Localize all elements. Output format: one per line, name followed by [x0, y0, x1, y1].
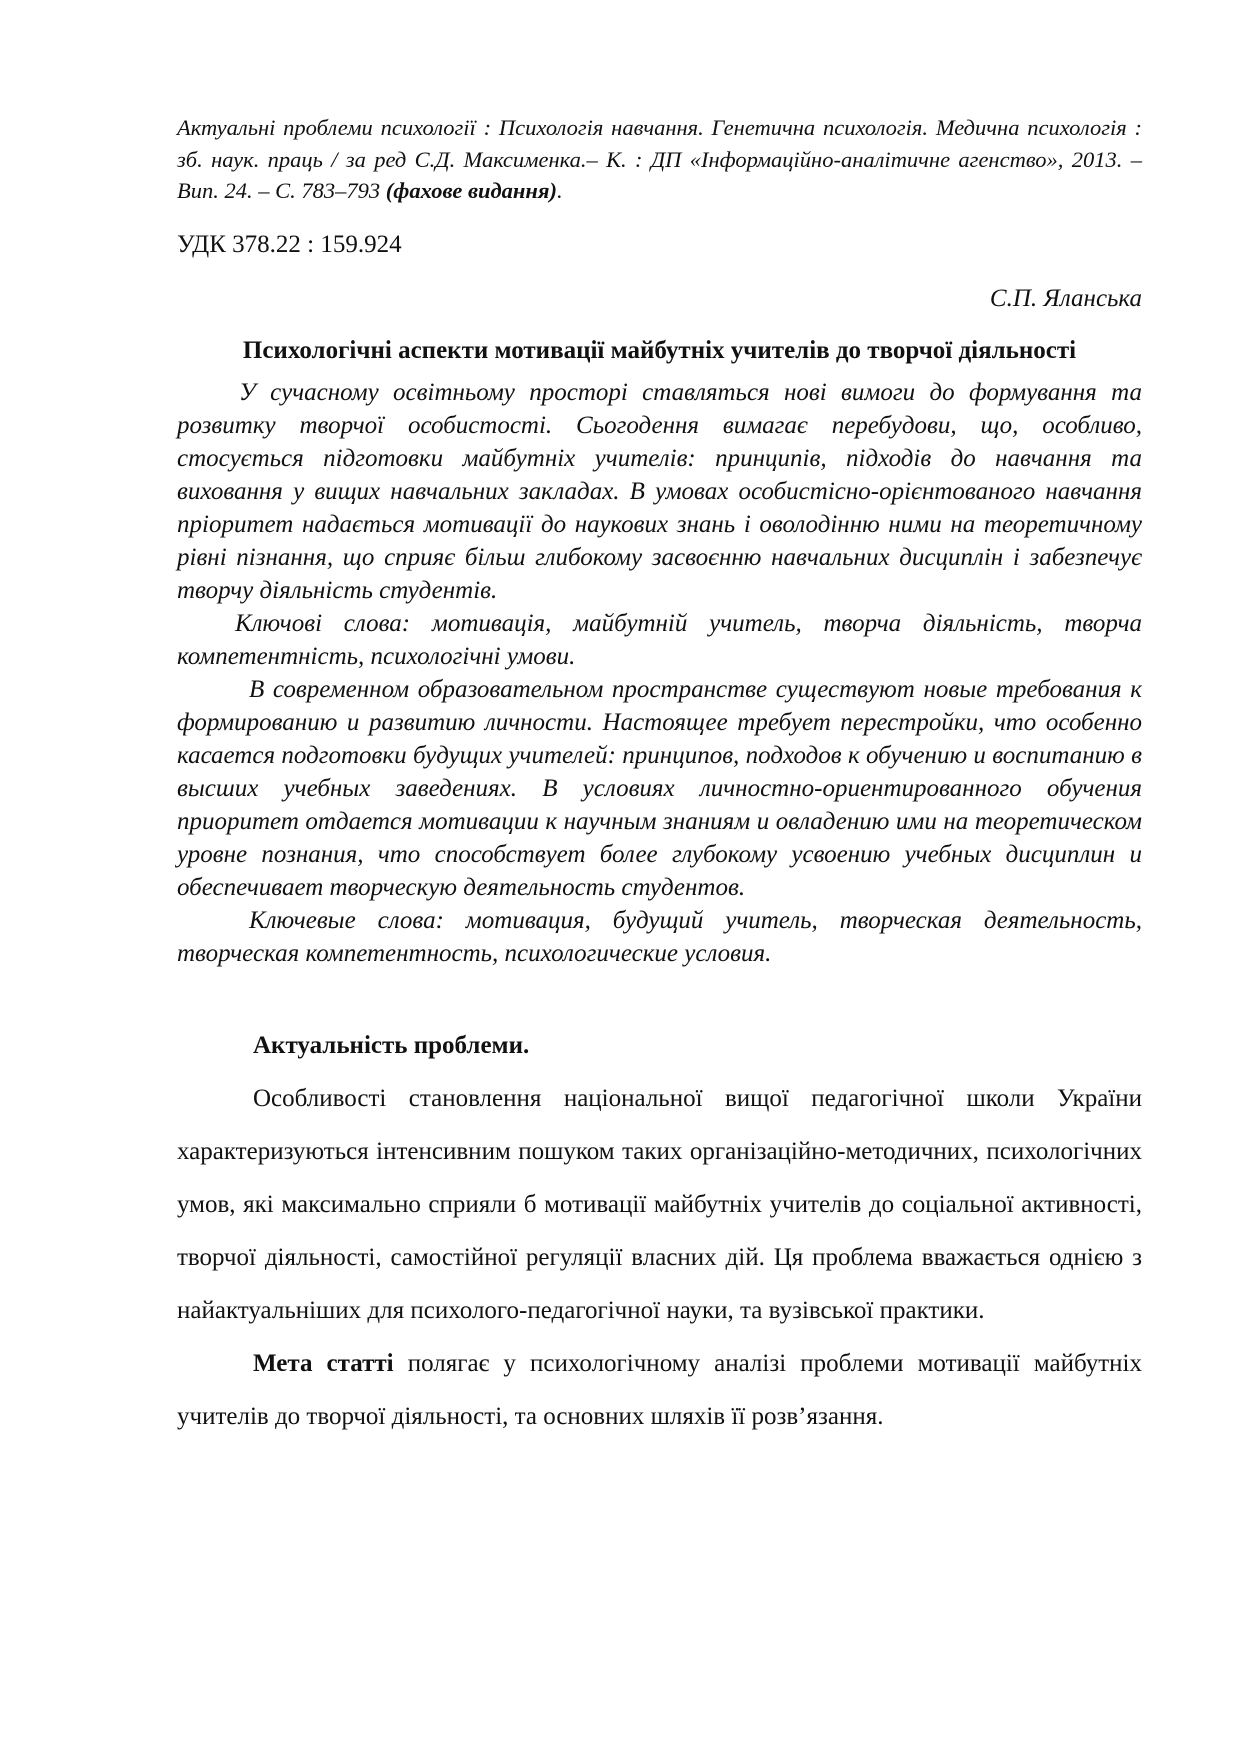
document-page [177, 112, 1142, 1443]
abstract-uk: У сучасному освітньому просторі ставляться нові вимоги до формування та розвитку творчої особистості. Сьогодення вимагає перебудови, що, особливо, стосується підготовки майбутніх учителів: принципів, підходів до навчання та виховання у вищих навчальних закладах. В умовах особистісно-орієнтованого навчання пріоритет надається мотивації до наукових знань і оволодінню ними на теоретичному рівні пізнання, що сприяє більш глибокому засвоєнню навчальних дисциплін і забезпечує творчу діяльність студентів. [177, 378, 1142, 604]
aim-label: Мета статті [253, 1349, 394, 1377]
author-name: С.П. Яланська [989, 284, 1142, 312]
paper-title: Психологічні аспекти мотивації майбутніх учителів до творчої діяльності [242, 336, 1077, 364]
section-heading: Актуальність проблеми. [253, 1031, 530, 1059]
body-paragraph: Особливості становлення національної вищої педагогічної школи України характеризуються інтенсивним пошуком таких організаційно-методичних, психологічних умов, які максимально сприяли б мотивації майбутніх учителів до соціальної активності, творчої діяльності, самостійної регуляції власних дій. Ця проблема вважається однією з найактуальніших для психолого-педагогічної науки, та вузівської практики. [177, 1084, 1142, 1324]
citation-end: . [557, 178, 563, 203]
citation-bold: (фахове видання) [385, 178, 557, 203]
citation [177, 112, 1142, 207]
keywords-ru: Ключевые слова: мотивация, будущий учитель, творческая деятельность, творческая компетентность, психологические условия. [177, 906, 1142, 967]
citation-text: Актуальні проблеми психології : Психологія навчання. Генетична психологія. Медична психологія : зб. наук. праць / за ред С.Д. Максименка.– К. : ДП «Інформаційно-аналітичне агенство», 2013. – Вип. 24. – С. 783–793 [177, 115, 1142, 203]
abstract-ru: В современном образовательном пространстве существуют новые требования к формированию и развитию личности. Настоящее требует перестройки, что особенно касается подготовки будущих учителей: принципов, подходов к обучению и воспитанию в высших учебных заведениях. В условиях личностно-ориентированного обучения приоритет отдается мотивации к научным знаниям и овладению ими на теоретическом уровне познания, что способствует более глубокому усвоению учебных дисциплин и обеспечивает творческую деятельность студентов. [177, 675, 1142, 901]
aim-text: полягає у психологічному аналізі проблеми мотивації майбутніх учителів до творчої діяльності, та основних шляхів її розв’язання. [177, 1349, 1142, 1430]
keywords-uk: Ключові слова: мотивація, майбутній учитель, творча діяльність, творча компетентність, психологічні умови. [177, 609, 1142, 670]
udk-code: УДК 378.22 : 159.924 [177, 230, 402, 258]
aim-paragraph [177, 1337, 1142, 1443]
